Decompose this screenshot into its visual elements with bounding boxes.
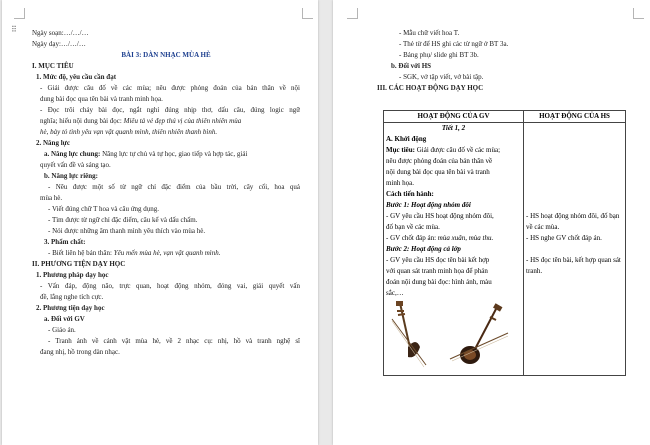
text-line: quyết vấn đề và sáng tạo.: [40, 161, 111, 169]
section-heading: I. MỤC TIÊU: [32, 62, 74, 70]
text-line: đang nhị, hồ trong dàn nhạc.: [40, 348, 120, 356]
subsection-heading: 1. Mức độ, yêu cầu cần đạt: [36, 73, 117, 81]
text-line: - Mẫu chữ viết hoa T.: [399, 29, 460, 37]
drag-handle-icon[interactable]: ⠿: [11, 25, 18, 34]
text-line: - SGK, vở tập viết, vở bài tập.: [399, 73, 484, 81]
step-heading: Bước 2: Hoạt động cả lớp: [386, 245, 461, 253]
right-page-content: [377, 28, 627, 94]
hs-cell: [524, 123, 626, 376]
text-line: - Tìm được từ ngữ chỉ đặc điểm, câu kể và dấu chấm.: [48, 216, 198, 224]
instrument-illustration: [386, 299, 521, 375]
activities-table: [383, 110, 626, 376]
date-taught: Ngày dạy:…/…/…: [32, 40, 86, 48]
text-line: - Viết đúng chữ T hoa và câu ứng dụng.: [48, 205, 159, 213]
section-heading: III. CÁC HOẠT ĐỘNG DẠY HỌC: [377, 84, 484, 92]
section-heading: II. PHƯƠNG TIỆN DẠY HỌC: [32, 260, 126, 268]
text-line: - Nêu được một số từ ngữ chỉ đặc điểm của bầu trời, cây cối, hoa quả: [48, 183, 300, 191]
subsection-heading: 3. Phẩm chất:: [44, 238, 86, 246]
procedure-heading: Cách tiến hành:: [386, 190, 434, 198]
document-page-right: [333, 0, 650, 445]
objective-line: minh họa.: [386, 179, 414, 187]
text-line: - Biết liên hệ bản thân: Yêu mến mùa hè, vạn vật quanh mình.: [48, 249, 221, 257]
subsection-heading: 1. Phương pháp dạy học: [36, 271, 109, 279]
left-page-content: [32, 28, 300, 358]
gv-cell: [384, 123, 524, 376]
subsection-heading: 2. Phương tiện dạy học: [36, 304, 105, 312]
subsection-heading: a. Đối với GV: [44, 315, 85, 323]
page-corner-mark: [302, 8, 313, 19]
table-header-row: [384, 111, 626, 123]
text-line: - Thẻ từ để HS ghi các từ ngữ ở BT 3a.: [399, 40, 509, 48]
text-line: a. Năng lực chung: Năng lực tự chủ và tự học, giao tiếp và hợp tác, giải: [44, 150, 248, 158]
gv-step-line: đố bạn về các mùa.: [386, 223, 440, 231]
hs-step-line: - HS hoạt động nhóm đôi, đố bạn: [526, 212, 620, 220]
text-line: - Đọc trôi chảy bài đọc, ngắt nghỉ đúng nhịp thơ, dấu câu, đúng logic ngữ: [40, 106, 300, 114]
hs-step-line: - HS nghe GV chốt đáp án.: [526, 234, 602, 242]
page-corner-mark: [633, 8, 644, 19]
text-line: - Nói được những âm thanh mình yêu thích vào mùa hè.: [48, 227, 206, 235]
period-label: Tiết 1, 2: [441, 124, 466, 132]
table-row: [384, 123, 626, 376]
step-heading: Bước 1: Hoạt động nhóm đôi: [386, 201, 471, 209]
gv-step-line: - GV yêu cầu HS hoạt động nhóm đôi,: [386, 212, 494, 220]
subsection-heading: 2. Năng lực: [36, 139, 70, 147]
text-line: nghĩa; hiểu nội dung bài đọc: Miêu tả vẻ đẹp thú vị của thiên nhiên mùa: [40, 117, 242, 125]
gv-step-line: với quan sát tranh minh họa để phán: [386, 267, 488, 275]
lesson-title: BÀI 3: DÀN NHẠC MÙA HÈ: [121, 51, 211, 59]
gv-step-line: - GV chốt đáp án: mùa xuân, mùa thu.: [386, 234, 494, 242]
gv-step-line: sắc,…: [386, 289, 404, 297]
objective-line: nội dung bài đọc qua tên bài và tranh: [386, 168, 490, 176]
objective-line: nêu được phỏng đoán của bản thân về: [386, 157, 493, 165]
hs-step-line: - HS đọc tên bài, kết hợp quan sát: [526, 256, 621, 264]
text-line: đề, lắng nghe tích cực.: [40, 293, 104, 301]
subsection-heading: b. Năng lực riêng:: [44, 172, 98, 180]
subsection-heading: b. Đối với HS: [391, 62, 432, 70]
gv-step-line: đoán nội dung bài đọc: hình ảnh, màu: [386, 278, 492, 286]
column-header-gv: HOẠT ĐỘNG CỦA GV: [384, 111, 524, 123]
activity-heading: A. Khởi động: [386, 135, 427, 143]
column-header-hs: HOẠT ĐỘNG CỦA HS: [524, 111, 626, 123]
objective-line: Mục tiêu: Giải được câu đố về các mùa;: [386, 146, 501, 154]
text-line: - Bảng phụ/ slide ghi BT 3b.: [399, 51, 479, 59]
page-corner-mark: [347, 8, 358, 19]
text-line: - Giáo án.: [48, 326, 76, 334]
date-prepared: Ngày soạn:…/…/…: [32, 29, 89, 37]
nhi-instrument-icon: [392, 301, 426, 367]
text-line: mùa hè.: [40, 194, 63, 202]
hs-step-line: tranh.: [526, 267, 543, 275]
hs-step-line: về các mùa.: [526, 223, 560, 231]
gv-step-line: - GV yêu cầu HS đọc tên bài kết hợp: [386, 256, 490, 264]
text-line: dung bài đọc qua tên bài và tranh minh họa.: [40, 95, 163, 103]
text-line: - Vấn đáp, động não, trực quan, hoạt động nhóm, đóng vai, giải quyết vấn: [40, 282, 300, 290]
erhu-instruments-image: [386, 299, 516, 373]
ho-instrument-icon: [450, 303, 508, 364]
text-line: hè, bày tỏ tình yêu vạn vật quanh mình, thiên nhiên thanh bình.: [40, 128, 218, 136]
text-line: - Giải được câu đố về các mùa; nêu được phỏng đoán của bản thân về nội: [40, 84, 300, 92]
text-line: - Tranh ảnh về cảnh vật mùa hè, về 2 nhạc cụ: nhị, hồ và tranh nghệ sĩ: [48, 337, 300, 345]
page-corner-mark: [14, 8, 25, 19]
document-page-left: [2, 0, 318, 445]
